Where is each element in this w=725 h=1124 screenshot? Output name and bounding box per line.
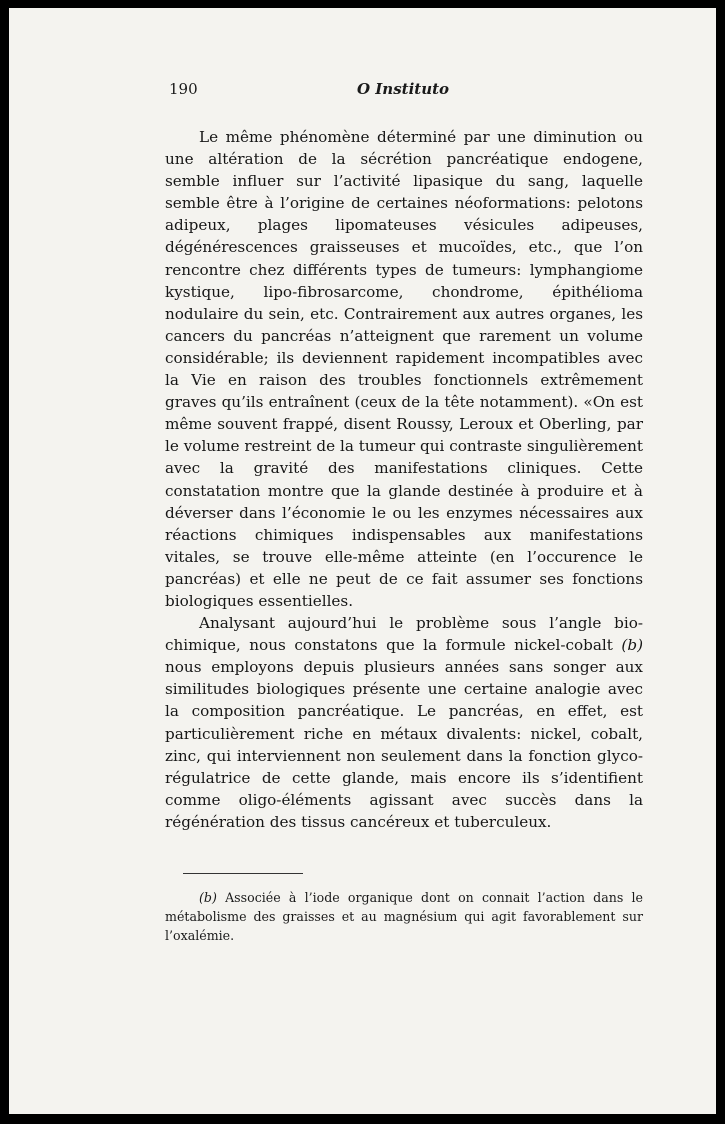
journal-title: O Instituto: [357, 80, 450, 98]
page-number: 190: [169, 80, 198, 98]
paragraph-1: Le même phénomène déterminé par une diminution ou une altération de la sécrétion pancréatique endogene, semble influer sur l’activité lipasique du sang, laquelle semble être à l’origine de certaines néoformations: pelotons adipeux, plages lipomateuses vésicules adipeuses, dégénérescences graisseuses et mucoïdes, etc., que l’on rencontre chez différents types de tumeurs: lymphangiome kystique, lipo-fibrosarcome, chondrome, épithélioma nodulaire du sein, etc. Contrairement aux autres organes, les cancers du pancréas n’atteignent que rarement un volume considérable; ils deviennent rapidement incompatibles avec la Vie en raison des troubles fonctionnels extrêmement graves qu’ils entraînent (ceux de la tête notamment). «On est même souvent frappé, disent Roussy, Leroux et Oberling, par le volume restreint de la tumeur qui contraste singulièrement avec la gravité des manifestations cliniques. Cette constatation montre que la glande destinée à produire et à déverser dans l’économie le ou les enzymes nécessaires aux réactions chimiques indispensables aux manifestations vitales, se trouve elle-même atteinte (en l’occurence le pancréas) et elle ne peut de ce fait assumer ses fonctions biologiques essentielles.: [165, 128, 643, 610]
footnote-paragraph: [165, 888, 643, 945]
paragraph-2-text-b: nous employons depuis plusieurs années sans songer aux similitudes biologiques présente une certaine analogie avec la composition pancréatique. Le pancréas, en effet, est particulièrement riche en métaux divalents: nickel, cobalt, zinc, qui interviennent non seulement dans la fonction glyco-régulatrice de cette glande, mais encore ils s’identifient comme oligo-éléments agissant avec succès dans la régénération des tissus cancéreux et tuberculeux.: [165, 658, 643, 831]
footnote-reference: (b): [621, 636, 643, 655]
body-text: [165, 126, 643, 833]
footnote-marker: (b): [199, 890, 217, 905]
running-head: [9, 80, 716, 104]
footnote-divider: [183, 873, 303, 874]
footnote-text: Associée à l’iode organique dont on connait l’action dans le métabolisme des graisses et au magnésium qui agit favorablement sur l’oxalémie.: [165, 890, 643, 943]
footnote: [165, 888, 643, 945]
scanned-page: [9, 8, 716, 1114]
paragraph-2-text-a: Analysant aujourd’hui le problème sous l’angle bio-chimique, nous constatons que la formule nickel-cobalt: [165, 614, 643, 655]
paragraph-2: [165, 612, 643, 833]
